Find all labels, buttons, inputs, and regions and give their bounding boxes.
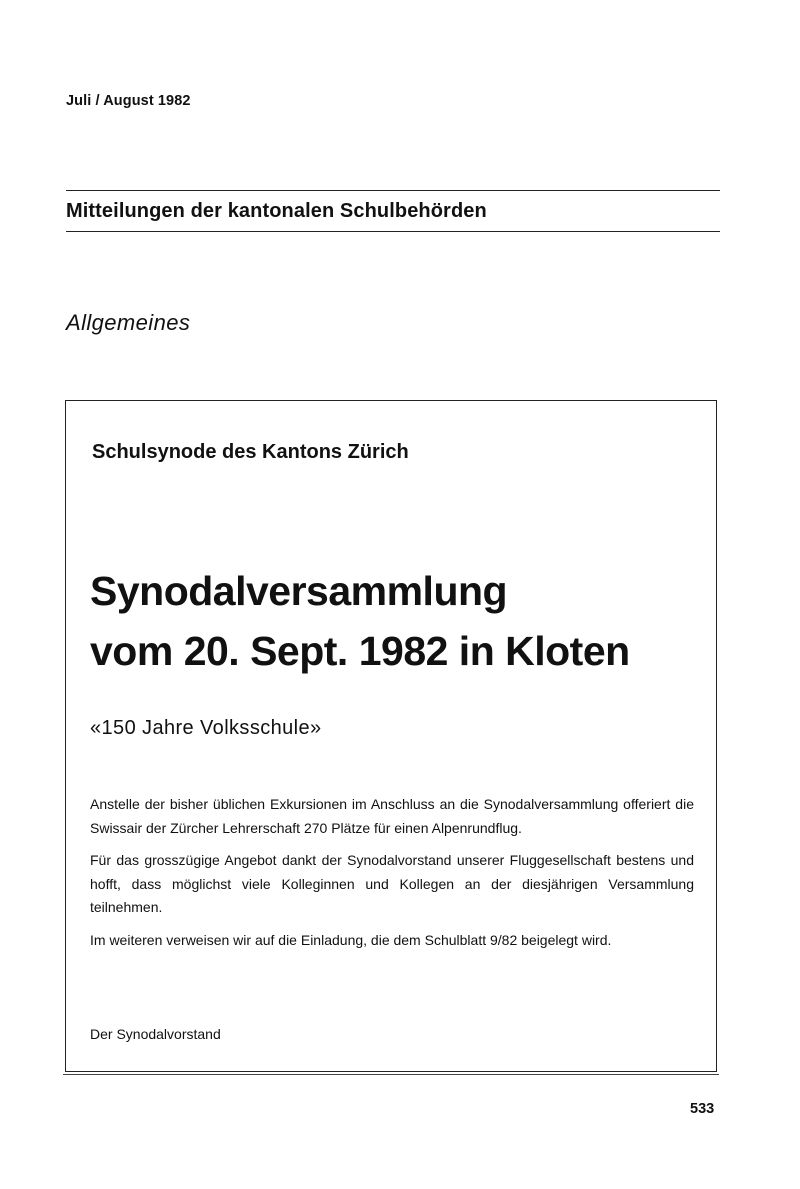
paragraph-1: Anstelle der bisher üblichen Exkursionen im Anschluss an die Synodalversammlung offeriert die Swissair der Zürcher Lehrerschaft 270 Plätze für einen Alpenrundflug.	[90, 796, 694, 836]
paragraph-2: Für das grosszügige Angebot dankt der Synodalvorstand unserer Fluggesellschaft bestens und hofft, dass möglichst viele Kolleginnen und Kollegen an der diesjährigen Versammlung teilnehmen.	[90, 852, 694, 915]
page-number: 533	[690, 1101, 715, 1117]
headline	[90, 561, 630, 681]
notice-box	[65, 400, 717, 1072]
signature: Der Synodalvorstand	[90, 1026, 221, 1042]
section-title: Mitteilungen der kantonalen Schulbehörden	[66, 200, 487, 222]
paragraph-3: Im weiteren verweisen wir auf die Einladung, die dem Schulblatt 9/82 beigelegt wird.	[90, 931, 612, 948]
motto: «150 Jahre Volksschule»	[90, 717, 322, 739]
section-rule-bottom	[66, 231, 720, 232]
body-text	[90, 793, 694, 961]
headline-line-1: Synodalversammlung	[90, 568, 508, 614]
headline-line-2: vom 20. Sept. 1982 in Kloten	[90, 628, 630, 674]
category-heading: Allgemeines	[66, 310, 191, 335]
issue-date: Juli / August 1982	[66, 93, 191, 109]
notice-box-underline	[63, 1074, 719, 1075]
organization-name: Schulsynode des Kantons Zürich	[92, 441, 409, 463]
section-rule-top	[66, 190, 720, 191]
